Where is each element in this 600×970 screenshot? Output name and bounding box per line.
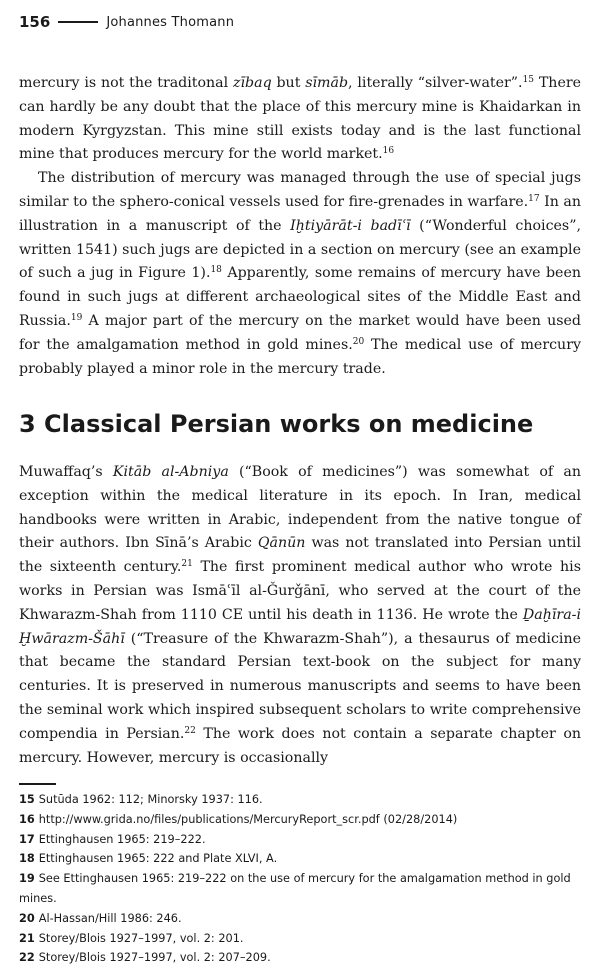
footnote-item — [19, 790, 581, 810]
footnote-item — [19, 830, 581, 850]
footnote-item — [19, 869, 581, 909]
footnote-text: Storey/Blois 1927–1997, vol. 2: 201. — [38, 931, 244, 945]
footnote-item — [19, 948, 581, 968]
header-rule — [58, 21, 98, 23]
footnote-text: Al-Hassan/Hill 1986: 246. — [38, 911, 182, 925]
paragraph-distribution: The distribution of mercury was managed through the use of special jugs similar to the sphero-conical vessels used for fire-grenades in warfare.$^{17}$ In an illustration in a manuscript of the Iḫtiyārāt-i badīʿī (“Wonderful choices”, written 1541) such jugs are depicted in a section on mercury (see an example of such a jug in Figure 1).$^{18}$ Apparently, some remains of mercury have been found in such jugs at different archaeological sites of the Middle East and Russia.$^{19}$ A major part of the mercury on the market would have been used for the amalgamation method in gold mines.$^{20}$ The medical use of mercury probably played a minor role in the mercury trade. — [19, 170, 581, 377]
section-heading: 3 Classical Persian works on medicine — [19, 410, 534, 438]
footnotes — [19, 790, 581, 968]
footnote-number: 18 — [19, 852, 35, 866]
footnote-item — [19, 810, 581, 830]
running-header-author: Johannes Thomann — [106, 14, 235, 30]
footnote-number: 15 — [19, 793, 35, 806]
footnote-number: 16 — [19, 812, 35, 826]
footnote-text: Ettinghausen 1965: 219–222. — [38, 832, 206, 846]
footnote-separator — [19, 783, 56, 785]
footnote-ref-17[interactable]: 17 — [528, 193, 540, 204]
footnote-text: Ettinghausen 1965: 222 and Plate XLVI, A. — [38, 852, 278, 866]
text-block-section — [19, 461, 581, 770]
footnote-number: 21 — [19, 931, 35, 945]
footnote-ref-21[interactable]: 21 — [181, 559, 193, 570]
text-block-top — [19, 72, 581, 381]
footnote-text: See Ettinghausen 1965: 219–222 on the use of mercury for the amalgamation method in gold mines. — [19, 872, 571, 905]
footnote-item — [19, 909, 581, 929]
running-header — [19, 10, 234, 34]
footnote-link[interactable]: http://www.grida.no/files/publications/MercuryReport_scr.pdf (02/28/2014) — [38, 812, 458, 826]
paragraph-mercury-mine: mercury is not the traditonal zībaq but sīmāb, literally “silver-water”.$^{15}$ There can hardly be any doubt that the place of this mercury mine is Khaidarkan in modern Kyrgyzstan. This mine still exists today and is the last functional mine that produces mercury for the world market.$^{16}$ — [19, 75, 582, 163]
footnote-number: 19 — [19, 872, 35, 886]
footnote-text: Sutūda 1962: 112; Minorsky 1937: 116. — [38, 793, 263, 806]
footnote-ref-19[interactable]: 19 — [70, 312, 83, 323]
footnote-ref-22[interactable]: 22 — [184, 725, 196, 736]
footnote-text: Storey/Blois 1927–1997, vol. 2: 207–209. — [38, 951, 271, 965]
footnote-number: 20 — [19, 911, 35, 925]
page-number: 156 — [19, 13, 51, 31]
paragraph-persian-works: Muwaffaq’s Kitāb al-Abniya (“Book of medicines”) was somewhat of an exception within the medical literature in its epoch. In Iran, medical handbooks were written in Arabic, independent from the native tongue of their authors. Ibn Sīnā’s Arabic Qānūn was not translated into Persian until the sixteenth century.$^{21}$ The first prominent medical author who wrote his works in Persian was Ismāʿīl al-Ǧurǧānī, who served at the court of the Khwarazm-Shah from 1110 CE until his death in 1136. He wrote the Ḏaḫīra-i Ḫwārazm-Šāhī (“Treasure of the Khwarazm-Shah”), a thesaurus of medicine that became the standard Persian text-book on the subject for many centuries. It is preserved in numerous manuscripts and seems to have been the seminal work which inspired subsequent scholars to write comprehensive compendia in Persian.$^{22}$ The work does not contain a separate chapter on mercury. However, mercury is occasionally — [19, 464, 581, 766]
footnote-ref-15[interactable]: 15 — [522, 75, 535, 85]
footnote-ref-18[interactable]: 18 — [210, 265, 222, 276]
footnote-item — [19, 929, 581, 949]
footnote-number: 17 — [19, 832, 35, 846]
footnote-number: 22 — [19, 951, 35, 965]
footnote-ref-16[interactable]: 16 — [382, 146, 395, 157]
footnote-item — [19, 849, 581, 869]
footnote-ref-20[interactable]: 20 — [352, 336, 365, 347]
